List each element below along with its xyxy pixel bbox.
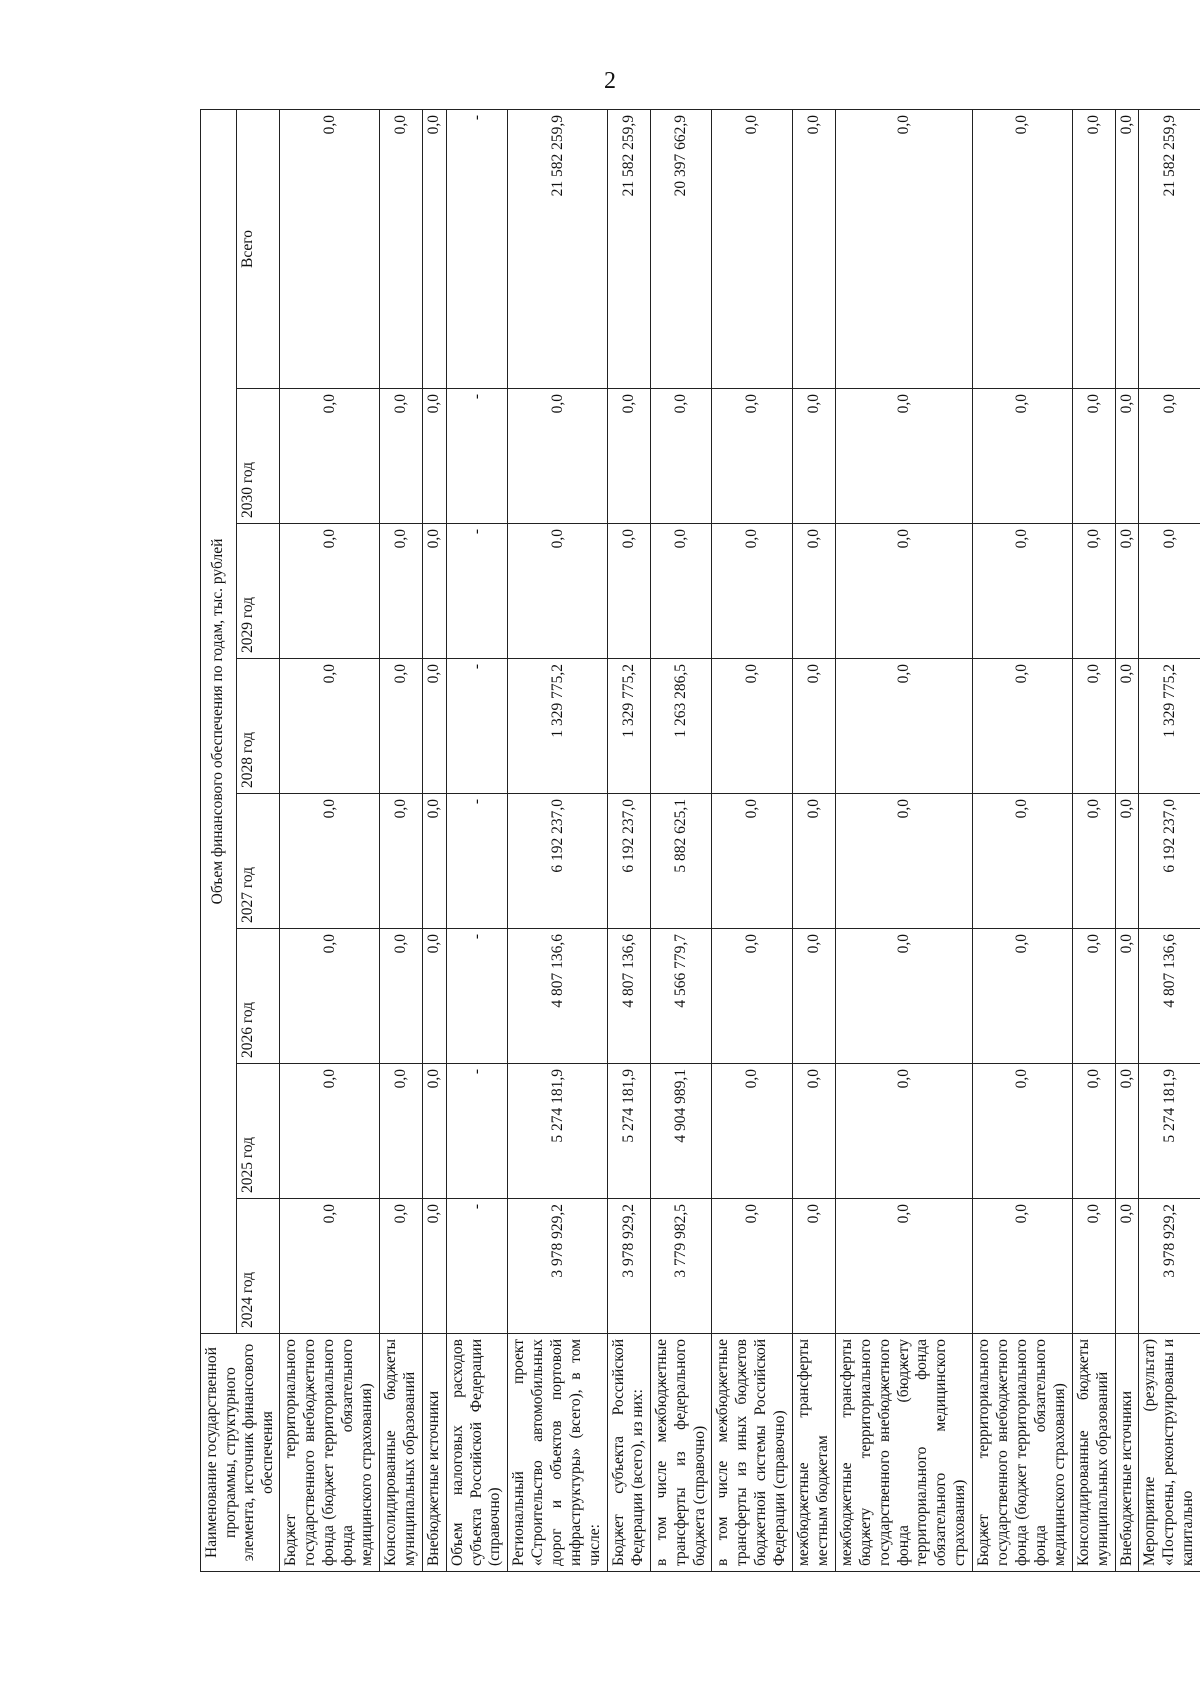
- value-cell: 0,0: [1115, 1199, 1139, 1334]
- value-cell: 0,0: [1115, 1064, 1139, 1199]
- year-column-header: 2028 год: [236, 659, 280, 794]
- value-cell: 0,0: [973, 524, 1073, 659]
- value-cell: 1 329 775,2: [508, 659, 608, 794]
- value-cell: 6 192 237,0: [508, 794, 608, 929]
- row-label: Объем налоговых расходов субъекта Российской Федерации (справочно): [446, 1334, 508, 1572]
- value-cell: 0,0: [835, 389, 972, 524]
- table-row: [650, 110, 712, 1572]
- row-label: Внебюджетные источники: [422, 1334, 446, 1572]
- row-label: Региональный проект «Строительство автомобильных дорог и объектов портовой инфраструктуры» (всего), в том числе:: [508, 1334, 608, 1572]
- value-cell: 0,0: [280, 929, 380, 1064]
- value-cell: 6 192 237,0: [1139, 794, 1200, 929]
- value-cell: 0,0: [835, 524, 972, 659]
- value-cell: 0,0: [1139, 389, 1200, 524]
- value-cell: 0,0: [650, 524, 712, 659]
- value-cell: 0,0: [422, 929, 446, 1064]
- value-cell: 0,0: [422, 524, 446, 659]
- value-cell: 0,0: [793, 929, 836, 1064]
- year-column-header: 2029 год: [236, 524, 280, 659]
- value-cell: 0,0: [793, 110, 836, 389]
- value-cell: 0,0: [835, 794, 972, 929]
- value-cell: 4 566 779,7: [650, 929, 712, 1064]
- table-row: [280, 110, 380, 1572]
- table-row: [379, 110, 422, 1572]
- value-cell: 0,0: [422, 1199, 446, 1334]
- value-cell: 0,0: [379, 1199, 422, 1334]
- value-cell: 4 807 136,6: [1139, 929, 1200, 1064]
- value-cell: 0,0: [379, 1064, 422, 1199]
- value-cell: 0,0: [650, 389, 712, 524]
- row-label: Бюджет территориального государственного внебюджетного фонда (бюджет территориального фонда обязательного медицинского страхования): [973, 1334, 1073, 1572]
- value-cell: 0,0: [973, 1064, 1073, 1199]
- value-cell: 0,0: [793, 524, 836, 659]
- row-label: Мероприятие (результат) «Построены, реконструированы и капитально: [1139, 1334, 1200, 1572]
- value-cell: 0,0: [280, 794, 380, 929]
- value-cell: -: [446, 110, 508, 389]
- table-row: [1139, 110, 1200, 1572]
- year-column-header: 2025 год: [236, 1064, 280, 1199]
- table-row: [607, 110, 650, 1572]
- value-cell: 0,0: [712, 110, 793, 389]
- value-cell: 20 397 662,9: [650, 110, 712, 389]
- value-cell: 0,0: [379, 659, 422, 794]
- value-cell: 0,0: [379, 794, 422, 929]
- value-cell: 0,0: [280, 389, 380, 524]
- value-cell: 0,0: [712, 659, 793, 794]
- value-cell: 0,0: [1072, 1199, 1115, 1334]
- value-cell: 0,0: [607, 389, 650, 524]
- table-row: [508, 110, 608, 1572]
- year-column-header: 2030 год: [236, 389, 280, 524]
- table-row: [712, 110, 793, 1572]
- value-cell: 0,0: [508, 524, 608, 659]
- value-cell: 0,0: [379, 389, 422, 524]
- row-label: межбюджетные трансферты бюджету территориального государственного внебюджетного фонда (бюджету территориального фонда обязательного медицинского страхования): [835, 1334, 972, 1572]
- value-cell: 0,0: [793, 794, 836, 929]
- table-row: [1072, 110, 1115, 1572]
- value-cell: -: [446, 389, 508, 524]
- value-cell: 0,0: [1072, 794, 1115, 929]
- value-cell: 0,0: [712, 794, 793, 929]
- row-label: межбюджетные трансферты местным бюджетам: [793, 1334, 836, 1572]
- value-cell: 5 274 181,9: [1139, 1064, 1200, 1199]
- value-cell: 6 192 237,0: [607, 794, 650, 929]
- table-row: [446, 110, 508, 1572]
- value-cell: 1 329 775,2: [607, 659, 650, 794]
- table-row: [973, 110, 1073, 1572]
- row-label: Консолидированные бюджеты муниципальных образований: [1072, 1334, 1115, 1572]
- financing-volume-header: Объем финансового обеспечения по годам, тыс. рублей: [201, 110, 237, 1334]
- value-cell: 5 274 181,9: [508, 1064, 608, 1199]
- value-cell: 0,0: [379, 929, 422, 1064]
- value-cell: 0,0: [793, 389, 836, 524]
- value-cell: 0,0: [793, 1199, 836, 1334]
- value-cell: -: [446, 794, 508, 929]
- table-row: [1115, 110, 1139, 1572]
- value-cell: -: [446, 1064, 508, 1199]
- row-label: Бюджет субъекта Российской Федерации (всего), из них:: [607, 1334, 650, 1572]
- value-cell: 21 582 259,9: [1139, 110, 1200, 389]
- value-cell: 0,0: [379, 110, 422, 389]
- value-cell: 0,0: [973, 929, 1073, 1064]
- value-cell: 21 582 259,9: [508, 110, 608, 389]
- financing-table: [200, 109, 1200, 1572]
- value-cell: 4 807 136,6: [607, 929, 650, 1064]
- row-label: Внебюджетные источники: [1115, 1334, 1139, 1572]
- table-row: [793, 110, 836, 1572]
- rotated-table-container: [200, 110, 1197, 1572]
- value-cell: 0,0: [712, 389, 793, 524]
- value-cell: 0,0: [422, 1064, 446, 1199]
- value-cell: 0,0: [1072, 524, 1115, 659]
- value-cell: 0,0: [280, 659, 380, 794]
- value-cell: -: [446, 1199, 508, 1334]
- value-cell: 0,0: [1115, 524, 1139, 659]
- value-cell: 0,0: [1072, 110, 1115, 389]
- value-cell: 4 807 136,6: [508, 929, 608, 1064]
- value-cell: 3 779 982,5: [650, 1199, 712, 1334]
- year-column-header: 2024 год: [236, 1199, 280, 1334]
- value-cell: 0,0: [712, 1064, 793, 1199]
- value-cell: 0,0: [280, 1064, 380, 1199]
- value-cell: 0,0: [712, 1199, 793, 1334]
- table-row: [835, 110, 972, 1572]
- year-column-header: 2027 год: [236, 794, 280, 929]
- value-cell: 0,0: [973, 110, 1073, 389]
- value-cell: 0,0: [379, 524, 422, 659]
- name-column-header: Наименование государственной программы, структурного элемента, источник финансового обеспечения: [201, 1334, 280, 1572]
- value-cell: 0,0: [793, 1064, 836, 1199]
- table-row: [422, 110, 446, 1572]
- value-cell: 0,0: [1115, 794, 1139, 929]
- year-column-header: 2026 год: [236, 929, 280, 1064]
- value-cell: 1 263 286,5: [650, 659, 712, 794]
- value-cell: -: [446, 524, 508, 659]
- value-cell: 0,0: [973, 389, 1073, 524]
- value-cell: 0,0: [1072, 389, 1115, 524]
- value-cell: 5 274 181,9: [607, 1064, 650, 1199]
- value-cell: 0,0: [1115, 929, 1139, 1064]
- value-cell: 3 978 929,2: [508, 1199, 608, 1334]
- table-body: [280, 110, 1200, 1572]
- value-cell: 0,0: [280, 110, 380, 389]
- value-cell: 0,0: [280, 524, 380, 659]
- row-label: в том числе межбюджетные трансферты из федерального бюджета (справочно): [650, 1334, 712, 1572]
- row-label: в том числе межбюджетные трансферты из иных бюджетов бюджетной системы Российской Федерации (справочно): [712, 1334, 793, 1572]
- value-cell: 0,0: [835, 1064, 972, 1199]
- total-column-header: Всего: [236, 110, 280, 389]
- value-cell: 0,0: [835, 929, 972, 1064]
- value-cell: 0,0: [1115, 110, 1139, 389]
- value-cell: 0,0: [973, 659, 1073, 794]
- value-cell: 4 904 989,1: [650, 1064, 712, 1199]
- value-cell: 0,0: [422, 389, 446, 524]
- value-cell: 0,0: [1072, 1064, 1115, 1199]
- value-cell: 0,0: [280, 1199, 380, 1334]
- value-cell: 3 978 929,2: [607, 1199, 650, 1334]
- value-cell: 1 329 775,2: [1139, 659, 1200, 794]
- value-cell: 0,0: [607, 524, 650, 659]
- value-cell: 0,0: [422, 794, 446, 929]
- row-label: Бюджет территориального государственного внебюджетного фонда (бюджет территориального фонда обязательного медицинского страхования): [280, 1334, 380, 1572]
- value-cell: 0,0: [1115, 659, 1139, 794]
- value-cell: 21 582 259,9: [607, 110, 650, 389]
- value-cell: 0,0: [712, 524, 793, 659]
- value-cell: 0,0: [835, 110, 972, 389]
- value-cell: 5 882 625,1: [650, 794, 712, 929]
- value-cell: 0,0: [422, 659, 446, 794]
- page-number: 2: [604, 68, 616, 94]
- value-cell: -: [446, 659, 508, 794]
- value-cell: 0,0: [422, 110, 446, 389]
- value-cell: 0,0: [712, 929, 793, 1064]
- value-cell: 0,0: [1139, 524, 1200, 659]
- value-cell: 0,0: [973, 1199, 1073, 1334]
- value-cell: -: [446, 929, 508, 1064]
- value-cell: 0,0: [973, 794, 1073, 929]
- value-cell: 0,0: [835, 659, 972, 794]
- value-cell: 0,0: [508, 389, 608, 524]
- value-cell: 0,0: [1072, 929, 1115, 1064]
- value-cell: 0,0: [835, 1199, 972, 1334]
- value-cell: 0,0: [793, 659, 836, 794]
- value-cell: 0,0: [1115, 389, 1139, 524]
- value-cell: 3 978 929,2: [1139, 1199, 1200, 1334]
- value-cell: 0,0: [1072, 659, 1115, 794]
- row-label: Консолидированные бюджеты муниципальных образований: [379, 1334, 422, 1572]
